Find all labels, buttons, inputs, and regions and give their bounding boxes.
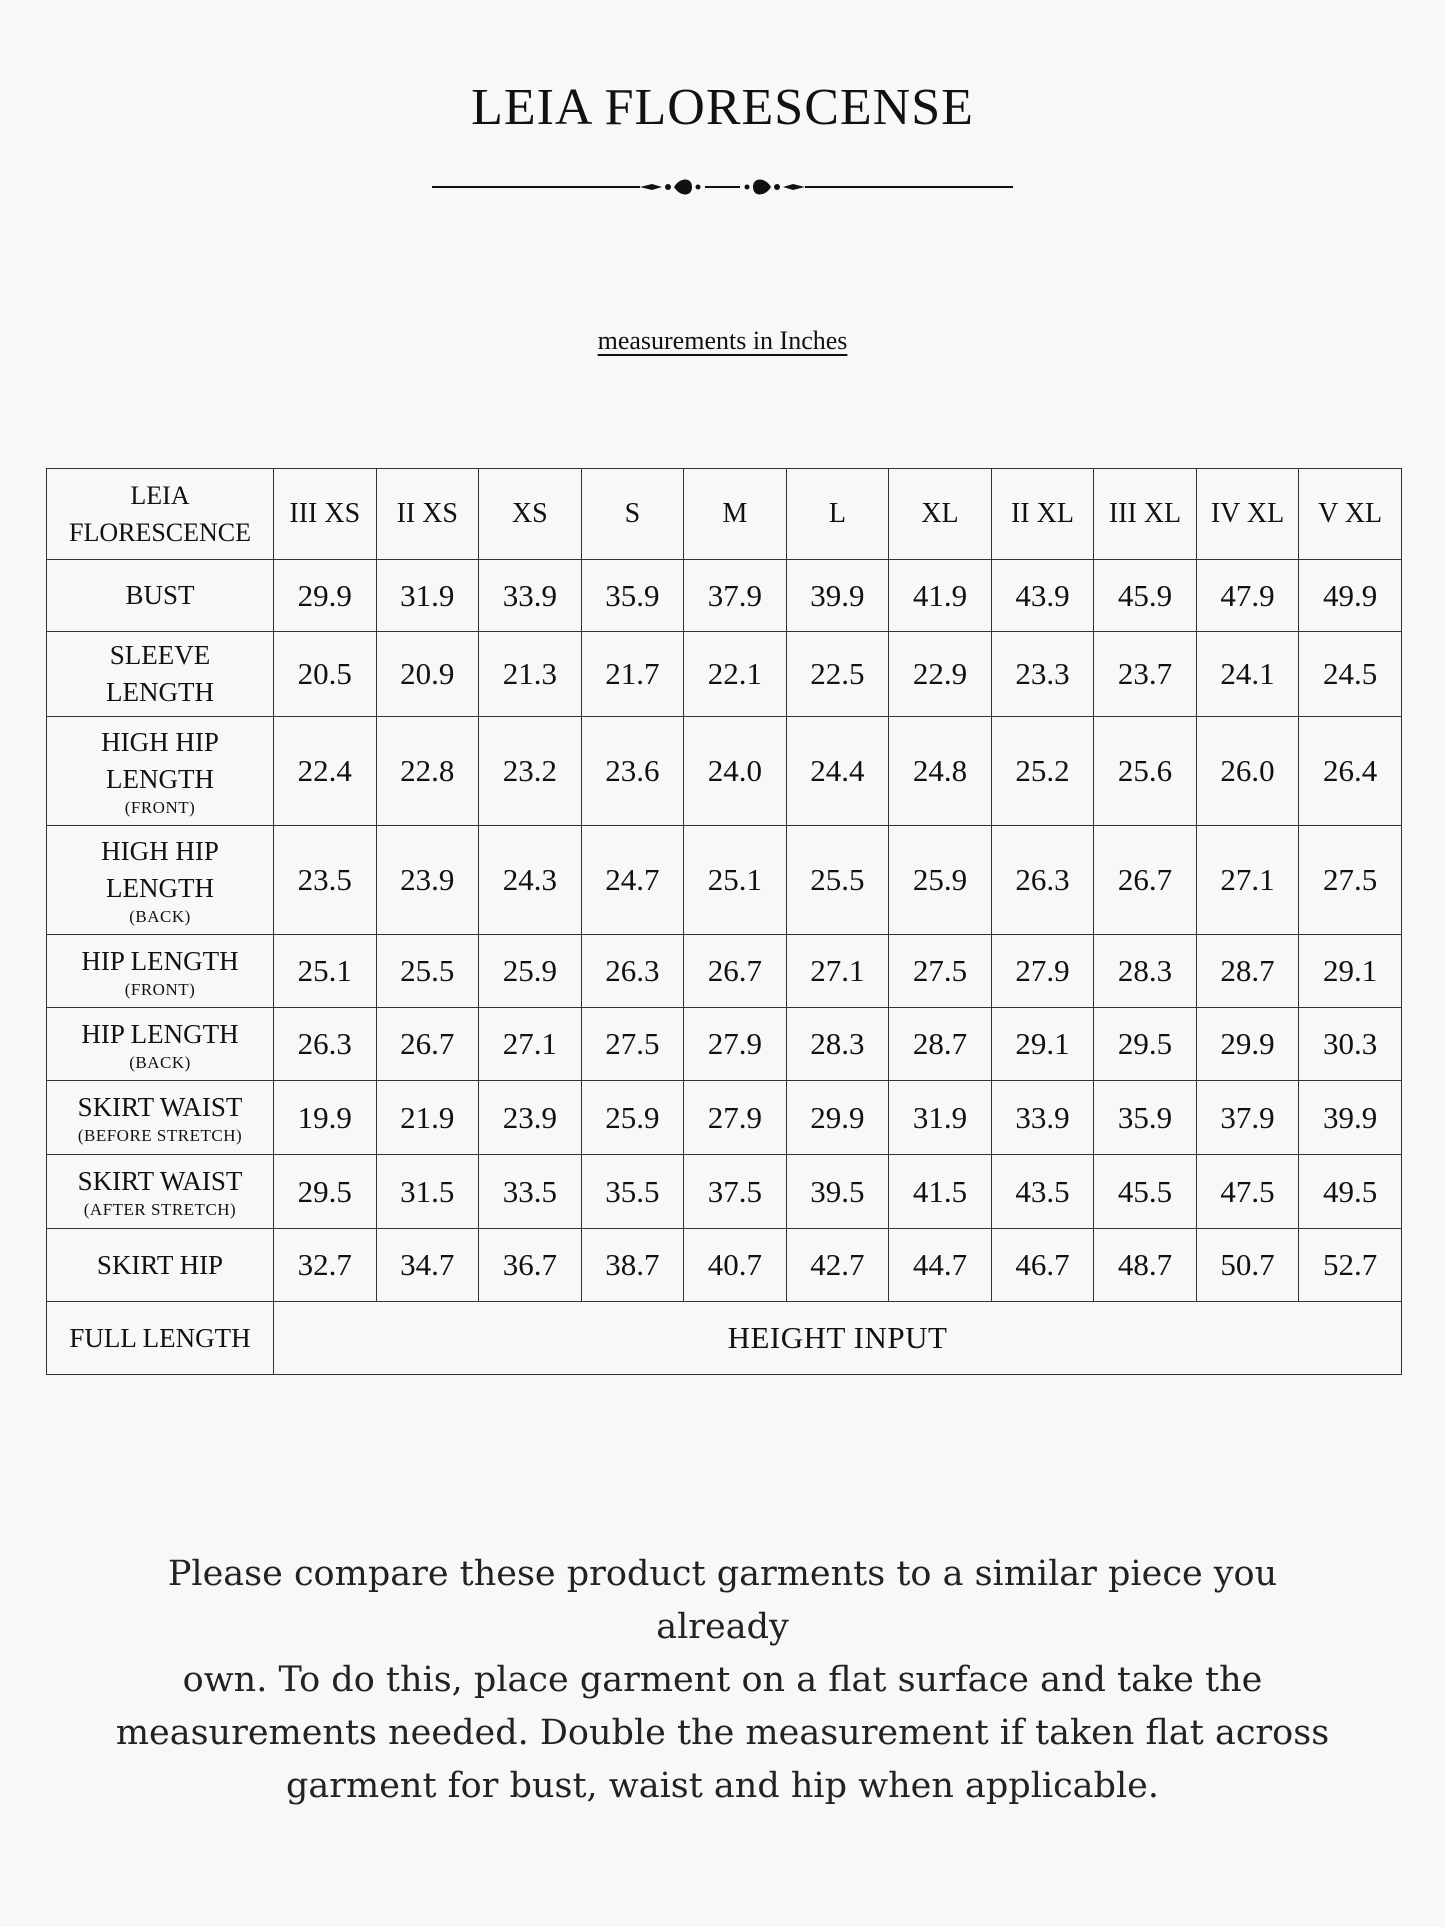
measurement-value: 26.7 bbox=[1094, 826, 1197, 935]
measurement-value: 48.7 bbox=[1094, 1229, 1197, 1302]
measurement-value: 49.5 bbox=[1299, 1155, 1402, 1229]
measurement-value: 22.4 bbox=[274, 717, 377, 826]
measurement-value: 29.1 bbox=[1299, 935, 1402, 1008]
measurement-label: HIGH HIP LENGTH (BACK) bbox=[47, 826, 274, 935]
measurement-value: 23.3 bbox=[991, 632, 1094, 717]
measurement-value: 24.4 bbox=[786, 717, 889, 826]
measurement-value: 26.3 bbox=[581, 935, 684, 1008]
measurement-value: 39.9 bbox=[1299, 1081, 1402, 1155]
measurement-value: 28.7 bbox=[1196, 935, 1299, 1008]
size-header: IV XL bbox=[1196, 469, 1299, 560]
measurement-value: 45.9 bbox=[1094, 560, 1197, 632]
measurement-value: 31.9 bbox=[889, 1081, 992, 1155]
instruction-line: Please compare these product garments to a similar piece you already bbox=[167, 1554, 1278, 1647]
size-header: II XL bbox=[991, 469, 1094, 560]
measurement-value: 21.7 bbox=[581, 632, 684, 717]
measurement-row bbox=[47, 1155, 1402, 1229]
measurement-label: SKIRT HIP bbox=[47, 1229, 274, 1302]
measurement-value: 23.5 bbox=[274, 826, 377, 935]
measurement-value: 20.5 bbox=[274, 632, 377, 717]
instruction-line: own. To do this, place garment on a flat surface and take the bbox=[182, 1660, 1263, 1700]
measurement-value: 42.7 bbox=[786, 1229, 889, 1302]
measurement-value: 29.1 bbox=[991, 1008, 1094, 1081]
measurement-value: 23.9 bbox=[479, 1081, 582, 1155]
measurement-value: 43.9 bbox=[991, 560, 1094, 632]
measurement-label: HIGH HIP LENGTH (FRONT) bbox=[47, 717, 274, 826]
measurement-value: 36.7 bbox=[479, 1229, 582, 1302]
units-note: measurements in Inches bbox=[597, 326, 848, 355]
measurement-value: 27.5 bbox=[581, 1008, 684, 1081]
measurement-value: 50.7 bbox=[1196, 1229, 1299, 1302]
measurement-value: 26.0 bbox=[1196, 717, 1299, 826]
measurement-value: 33.9 bbox=[479, 560, 582, 632]
measurement-value: 38.7 bbox=[581, 1229, 684, 1302]
measurement-label: HIP LENGTH (FRONT) bbox=[47, 935, 274, 1008]
measurement-value: 31.5 bbox=[376, 1155, 479, 1229]
measurement-note: (BACK) bbox=[129, 907, 191, 926]
measurement-value: 20.9 bbox=[376, 632, 479, 717]
measurement-value: 24.8 bbox=[889, 717, 992, 826]
measurement-label: SKIRT WAIST (BEFORE STRETCH) bbox=[47, 1081, 274, 1155]
measurement-value: 27.5 bbox=[1299, 826, 1402, 935]
full-length-row bbox=[47, 1302, 1402, 1375]
measurement-note: (BACK) bbox=[129, 1052, 191, 1072]
measurement-row bbox=[47, 1229, 1402, 1302]
measurement-value: 24.7 bbox=[581, 826, 684, 935]
size-chart-body bbox=[47, 560, 1402, 1375]
measurement-value: 27.1 bbox=[786, 935, 889, 1008]
measurement-value: 24.0 bbox=[684, 717, 787, 826]
measurement-value: 25.9 bbox=[479, 935, 582, 1008]
measurement-value: 22.5 bbox=[786, 632, 889, 717]
measurement-note: (BEFORE STRETCH) bbox=[77, 1126, 243, 1145]
measurement-value: 25.9 bbox=[889, 826, 992, 935]
measurement-value: 35.5 bbox=[581, 1155, 684, 1229]
measurement-value: 24.3 bbox=[479, 826, 582, 935]
measurement-value: 23.6 bbox=[581, 717, 684, 826]
measurement-row bbox=[47, 1008, 1402, 1081]
measurement-value: 23.9 bbox=[376, 826, 479, 935]
measurement-row bbox=[47, 826, 1402, 935]
size-header: XL bbox=[889, 469, 992, 560]
measurement-value: 26.3 bbox=[991, 826, 1094, 935]
measurement-value: 21.9 bbox=[376, 1081, 479, 1155]
measurement-value: 43.5 bbox=[991, 1155, 1094, 1229]
measurement-value: 26.7 bbox=[376, 1008, 479, 1081]
measurement-value: 49.9 bbox=[1299, 560, 1402, 632]
measurement-note: (FRONT) bbox=[124, 798, 196, 817]
measurement-value: 35.9 bbox=[1094, 1081, 1197, 1155]
measurement-label: HIP LENGTH (BACK) bbox=[47, 1008, 274, 1081]
measurement-value: 28.3 bbox=[786, 1008, 889, 1081]
full-length-label: FULL LENGTH bbox=[47, 1302, 274, 1375]
measurement-row bbox=[47, 560, 1402, 632]
measurement-value: 33.9 bbox=[991, 1081, 1094, 1155]
measurement-value: 37.9 bbox=[1196, 1081, 1299, 1155]
measurement-value: 22.8 bbox=[376, 717, 479, 826]
measurement-value: 27.9 bbox=[684, 1008, 787, 1081]
measurement-value: 27.5 bbox=[889, 935, 992, 1008]
measurement-value: 25.6 bbox=[1094, 717, 1197, 826]
measurement-value: 22.1 bbox=[684, 632, 787, 717]
measurement-note: (AFTER STRETCH) bbox=[83, 1200, 237, 1219]
size-header: M bbox=[684, 469, 787, 560]
measurement-value: 31.9 bbox=[376, 560, 479, 632]
measurement-value: 29.9 bbox=[1196, 1008, 1299, 1081]
measurement-value: 24.5 bbox=[1299, 632, 1402, 717]
measurement-value: 27.9 bbox=[684, 1081, 787, 1155]
measurement-value: 27.9 bbox=[991, 935, 1094, 1008]
size-header: II XS bbox=[376, 469, 479, 560]
measurement-value: 28.7 bbox=[889, 1008, 992, 1081]
size-header: XS bbox=[479, 469, 582, 560]
measurement-note: (FRONT) bbox=[124, 979, 196, 999]
measurement-value: 39.9 bbox=[786, 560, 889, 632]
measurement-value: 28.3 bbox=[1094, 935, 1197, 1008]
height-input-cell: HEIGHT INPUT bbox=[274, 1302, 1402, 1375]
measurement-value: 29.9 bbox=[274, 560, 377, 632]
measurement-value: 41.5 bbox=[889, 1155, 992, 1229]
measurement-value: 25.2 bbox=[991, 717, 1094, 826]
measurement-label: BUST bbox=[47, 560, 274, 632]
instruction-line: measurements needed. Double the measurement if taken flat across bbox=[115, 1713, 1330, 1753]
measurement-label: SLEEVE LENGTH bbox=[47, 632, 274, 717]
instruction-line: garment for bust, waist and hip when applicable. bbox=[286, 1766, 1159, 1806]
measurement-value: 25.1 bbox=[274, 935, 377, 1008]
measurement-value: 29.5 bbox=[274, 1155, 377, 1229]
measurement-value: 26.4 bbox=[1299, 717, 1402, 826]
measurement-value: 21.3 bbox=[479, 632, 582, 717]
measurement-value: 39.5 bbox=[786, 1155, 889, 1229]
measurement-instructions bbox=[100, 1548, 1345, 1813]
measurement-value: 25.9 bbox=[581, 1081, 684, 1155]
size-header: S bbox=[581, 469, 684, 560]
measurement-value: 25.1 bbox=[684, 826, 787, 935]
size-header: L bbox=[786, 469, 889, 560]
measurement-value: 25.5 bbox=[786, 826, 889, 935]
measurement-value: 47.9 bbox=[1196, 560, 1299, 632]
measurement-value: 52.7 bbox=[1299, 1229, 1402, 1302]
ornamental-divider bbox=[430, 172, 1015, 202]
size-chart-table bbox=[46, 468, 1402, 1375]
brand-title: LEIA FLORESCENSE bbox=[471, 79, 974, 136]
measurement-value: 25.5 bbox=[376, 935, 479, 1008]
size-header: III XS bbox=[274, 469, 377, 560]
measurement-value: 37.9 bbox=[684, 560, 787, 632]
measurement-row bbox=[47, 632, 1402, 717]
measurement-row bbox=[47, 1081, 1402, 1155]
measurement-value: 30.3 bbox=[1299, 1008, 1402, 1081]
measurement-value: 35.9 bbox=[581, 560, 684, 632]
size-header: III XL bbox=[1094, 469, 1197, 560]
measurement-value: 41.9 bbox=[889, 560, 992, 632]
measurement-value: 29.9 bbox=[786, 1081, 889, 1155]
measurement-value: 24.1 bbox=[1196, 632, 1299, 717]
measurement-value: 23.2 bbox=[479, 717, 582, 826]
corner-cell: LEIA FLORESCENCE bbox=[47, 469, 274, 560]
measurement-value: 34.7 bbox=[376, 1229, 479, 1302]
size-header-row bbox=[47, 469, 1402, 560]
measurement-value: 29.5 bbox=[1094, 1008, 1197, 1081]
measurement-row bbox=[47, 717, 1402, 826]
measurement-value: 32.7 bbox=[274, 1229, 377, 1302]
measurement-value: 33.5 bbox=[479, 1155, 582, 1229]
measurement-value: 26.7 bbox=[684, 935, 787, 1008]
measurement-value: 45.5 bbox=[1094, 1155, 1197, 1229]
measurement-value: 44.7 bbox=[889, 1229, 992, 1302]
measurement-value: 23.7 bbox=[1094, 632, 1197, 717]
measurement-value: 27.1 bbox=[479, 1008, 582, 1081]
measurement-value: 26.3 bbox=[274, 1008, 377, 1081]
measurement-value: 27.1 bbox=[1196, 826, 1299, 935]
measurement-label: SKIRT WAIST (AFTER STRETCH) bbox=[47, 1155, 274, 1229]
measurement-value: 40.7 bbox=[684, 1229, 787, 1302]
measurement-value: 19.9 bbox=[274, 1081, 377, 1155]
measurement-value: 46.7 bbox=[991, 1229, 1094, 1302]
measurement-value: 22.9 bbox=[889, 632, 992, 717]
size-header: V XL bbox=[1299, 469, 1402, 560]
measurement-value: 37.5 bbox=[684, 1155, 787, 1229]
measurement-value: 47.5 bbox=[1196, 1155, 1299, 1229]
measurement-row bbox=[47, 935, 1402, 1008]
